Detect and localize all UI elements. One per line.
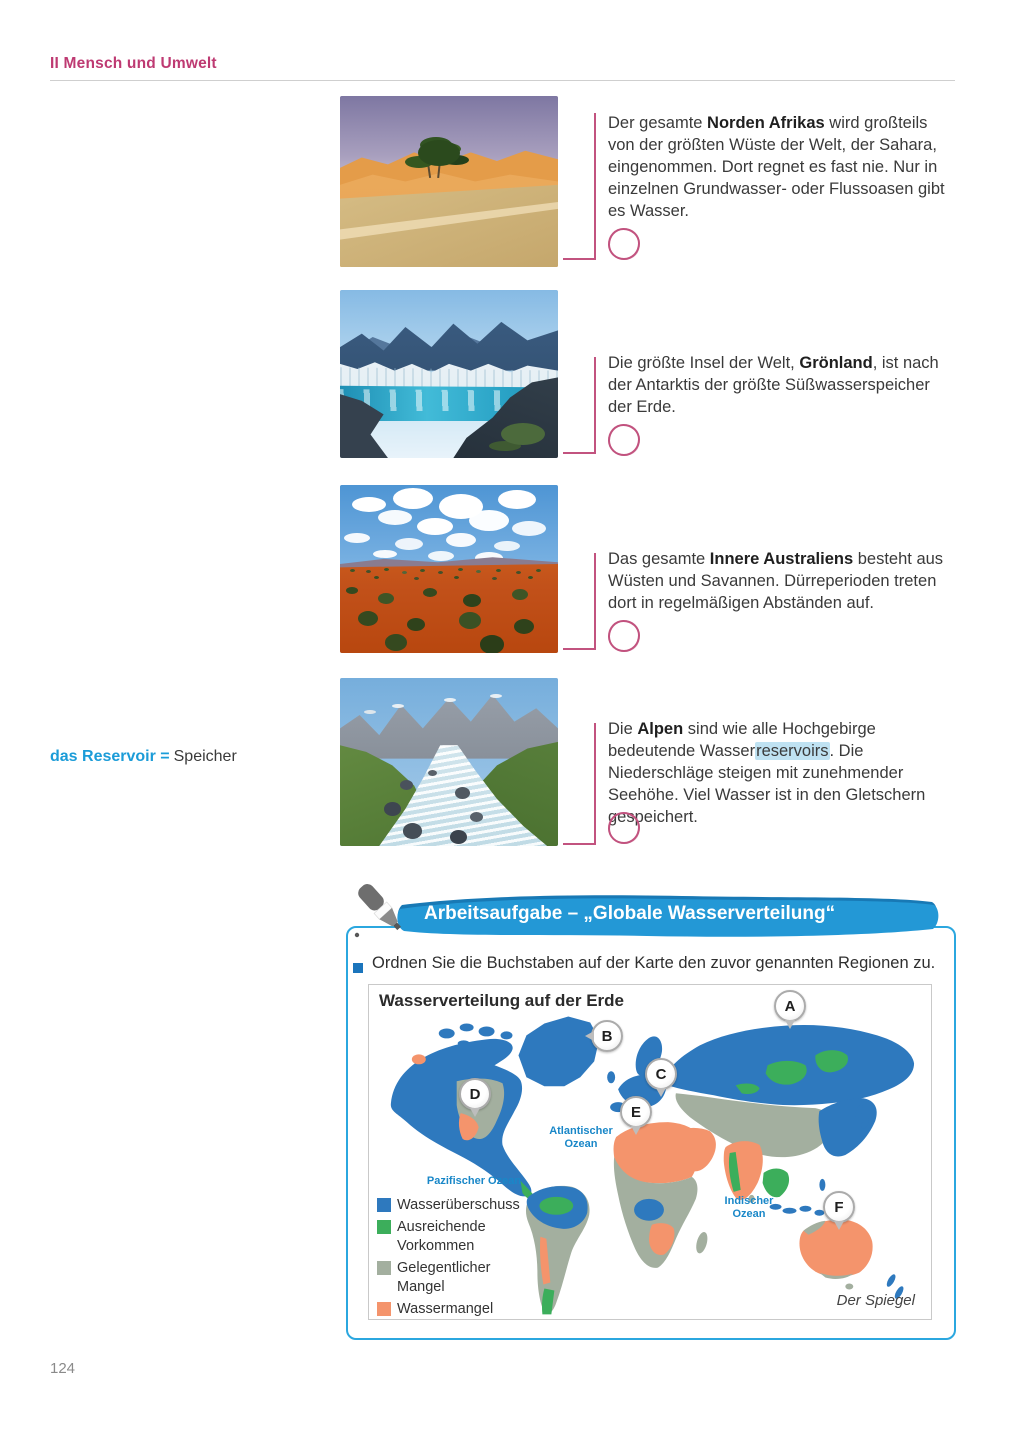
text-segment: Die [608, 720, 638, 738]
page-number: 124 [50, 1360, 76, 1377]
map-pin-d: D [459, 1078, 491, 1110]
shrub-layer [346, 587, 358, 594]
region-alaska-patch [412, 1054, 426, 1064]
margin-note [50, 748, 237, 766]
region-east-china [819, 1098, 877, 1156]
text-segment: besteht aus Wüsten und Savannen. Dürreperioden treten dort in regelmäßigen Abständen auf. [608, 550, 944, 612]
bold-region-name: Norden Afrikas [707, 114, 825, 132]
region-madagascar [694, 1231, 709, 1255]
highlighted-word: reservoirs [756, 742, 829, 760]
legend-item [377, 1196, 520, 1215]
map-title: Wasserverteilung auf der Erde [379, 991, 625, 1010]
legend-item [377, 1218, 520, 1256]
region-text-alps [608, 718, 955, 828]
shrub-layer [350, 569, 355, 572]
ocean-label-pacific: Pazifischer Ozean [426, 1175, 522, 1187]
legend-item [377, 1300, 520, 1319]
text-segment: , ist nach der Antarktis der größte Süßwasserspeicher der Erde. [608, 354, 939, 416]
text-segment: sind wie alle Hochgebirge bedeutende Wasser [608, 720, 876, 760]
moss-layer [501, 423, 545, 445]
ocean-label-atlantic: Atlantischer Ozean [549, 1125, 613, 1150]
map-pin-c: C [645, 1058, 677, 1090]
legend-label: Wassermangel [397, 1301, 494, 1317]
region-text-australia [608, 548, 955, 614]
margin-note-definition: Speicher [173, 748, 237, 765]
bold-region-name: Innere Australiens [709, 550, 854, 568]
legend-label: Ausreichende Vorkommen [397, 1219, 486, 1254]
snow-patch-layer [392, 704, 404, 708]
region-text-greenland [608, 352, 955, 418]
region-tasmania [845, 1284, 853, 1290]
region-amazon-green [539, 1197, 573, 1215]
world-map-figure [368, 984, 932, 1320]
answer-circle[interactable] [608, 812, 640, 844]
legend-label: Wasserüberschuss [397, 1197, 520, 1213]
header-divider [50, 80, 955, 81]
text-segment: wird großteils von der größten Wüste der Welt, der Sahara, eingenommen. Dort regnet es fast nie. Nur in einzelnen Grundwasser- oder Flussoasen gibt es Wasser. [608, 114, 945, 220]
banner-title: Arbeitsaufgabe – „Globale Wasserverteilung“ [424, 903, 836, 924]
region-section-alps [340, 678, 956, 848]
connector-bracket [563, 113, 596, 260]
photo-alpine-stream [340, 678, 558, 846]
region-section-australia [340, 485, 956, 655]
region-patagonia-tip [542, 1289, 554, 1315]
region-greenland [518, 1016, 599, 1086]
legend-item [377, 1259, 520, 1297]
legend-swatch-surplus [377, 1198, 391, 1212]
photo-greenland-glacier [340, 290, 558, 458]
region-section-greenland [340, 290, 956, 460]
map-legend [377, 1196, 520, 1322]
connector-bracket [563, 723, 596, 845]
answer-circle[interactable] [608, 228, 640, 260]
text-segment: Das gesamte [608, 550, 710, 568]
margin-note-term: das Reservoir = [50, 748, 170, 765]
map-source-credit: Der Spiegel [836, 1292, 915, 1309]
bold-region-name: Alpen [637, 720, 684, 738]
photo-australian-outback [340, 485, 558, 653]
region-text-north-africa [608, 112, 955, 222]
pen-icon [348, 878, 412, 942]
legend-label: Gelegentlicher Mangel [397, 1260, 491, 1295]
boulder-layer [428, 770, 437, 776]
legend-swatch-scarce [377, 1302, 391, 1316]
answer-circle[interactable] [608, 620, 640, 652]
palm-canopy [418, 140, 460, 166]
text-segment: Der gesamte [608, 114, 708, 132]
chapter-heading: II Mensch und Umwelt [50, 55, 217, 72]
cloud-layer [344, 533, 370, 543]
photo-sahara-oasis [340, 96, 558, 267]
connector-bracket [563, 357, 596, 454]
text-segment: Die größte Insel der Welt, [608, 354, 800, 372]
legend-swatch-occasional [377, 1261, 391, 1275]
instruction-bullet [353, 963, 363, 973]
map-pin-e: E [620, 1096, 652, 1128]
task-instruction: Ordnen Sie die Buchstaben auf der Karte den zuvor genannten Regionen zu. [372, 954, 936, 972]
bold-region-name: Grönland [799, 354, 873, 372]
cloud-layer [352, 497, 386, 512]
map-pin-f: F [823, 1191, 855, 1223]
connector-bracket [563, 553, 596, 650]
map-pin-a: A [774, 990, 806, 1022]
region-congo-basin [634, 1199, 664, 1221]
region-section-north-africa [340, 96, 956, 270]
region-southeast-asia [763, 1168, 789, 1197]
text-segment: . Die Niederschläge steigen mit zunehmender Seehöhe. Viel Wasser ist in den Gletschern gespeichert. [608, 742, 926, 826]
ocean-label-indian: Indischer Ozean [724, 1195, 774, 1220]
answer-circle[interactable] [608, 424, 640, 456]
legend-swatch-sufficient [377, 1220, 391, 1234]
region-britain [607, 1071, 615, 1083]
map-pin-b: B [591, 1020, 623, 1052]
